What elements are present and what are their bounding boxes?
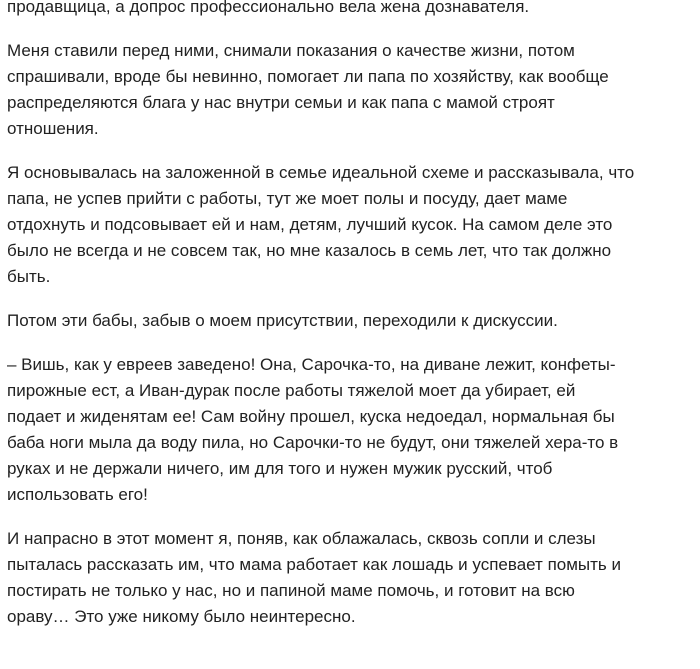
text-line: отношения.	[7, 119, 99, 138]
text-line: Я основывалась на заложенной в семье идеальной схеме и рассказывала, что	[7, 163, 635, 182]
paragraph-1	[7, 0, 695, 20]
text-line: папа, не успев прийти с работы, тут же моет полы и посуду, дает маме	[7, 189, 568, 208]
text-line: – Вишь, как у евреев заведено! Она, Сарочка-то, на диване лежит, конфеты-	[7, 355, 616, 374]
text-line: продавщица, а допрос профессионально вела жена дознавателя.	[7, 0, 530, 16]
text-line: пирожные ест, а Иван-дурак после работы тяжелой моет да убирает, ей	[7, 381, 576, 400]
text-line: спрашивали, вроде бы невинно, помогает ли папа по хозяйству, как вообще	[7, 67, 609, 86]
paragraph-2	[7, 38, 695, 142]
text-line: Меня ставили перед ними, снимали показания о качестве жизни, потом	[7, 41, 575, 60]
text-line: постирать не только у нас, но и папиной маме помочь, и готовит на всю	[7, 581, 575, 600]
text-line: быть.	[7, 267, 51, 286]
text-line: подает и жиденятам ее! Сам войну прошел, куска недоедал, нормальная бы	[7, 407, 615, 426]
paragraph-3	[7, 160, 695, 290]
text-line: Потом эти бабы, забыв о моем присутствии, переходили к дискуссии.	[7, 311, 558, 330]
paragraph-4	[7, 308, 695, 334]
text-line: баба ноги мыла да воду пила, но Сарочки-то не будут, они тяжелей хера-то в	[7, 433, 619, 452]
text-line: руках и не держали ничего, им для того и нужен мужик русский, чтоб	[7, 459, 553, 478]
text-line: отдохнуть и подсовывает ей и нам, детям, лучший кусок. На самом деле это	[7, 215, 613, 234]
text-line: распределяются блага у нас внутри семьи и как папа с мамой строят	[7, 93, 555, 112]
article-body	[7, 0, 695, 648]
text-line: ораву… Это уже никому было неинтересно.	[7, 607, 356, 626]
paragraph-6	[7, 526, 695, 630]
text-line: И напрасно в этот момент я, поняв, как облажалась, сквозь сопли и слезы	[7, 529, 596, 548]
paragraph-5	[7, 352, 695, 508]
text-line: использовать его!	[7, 485, 148, 504]
text-line: пыталась рассказать им, что мама работает как лошадь и успевает помыть и	[7, 555, 621, 574]
text-line: было не всегда и не совсем так, но мне казалось в семь лет, что так должно	[7, 241, 612, 260]
